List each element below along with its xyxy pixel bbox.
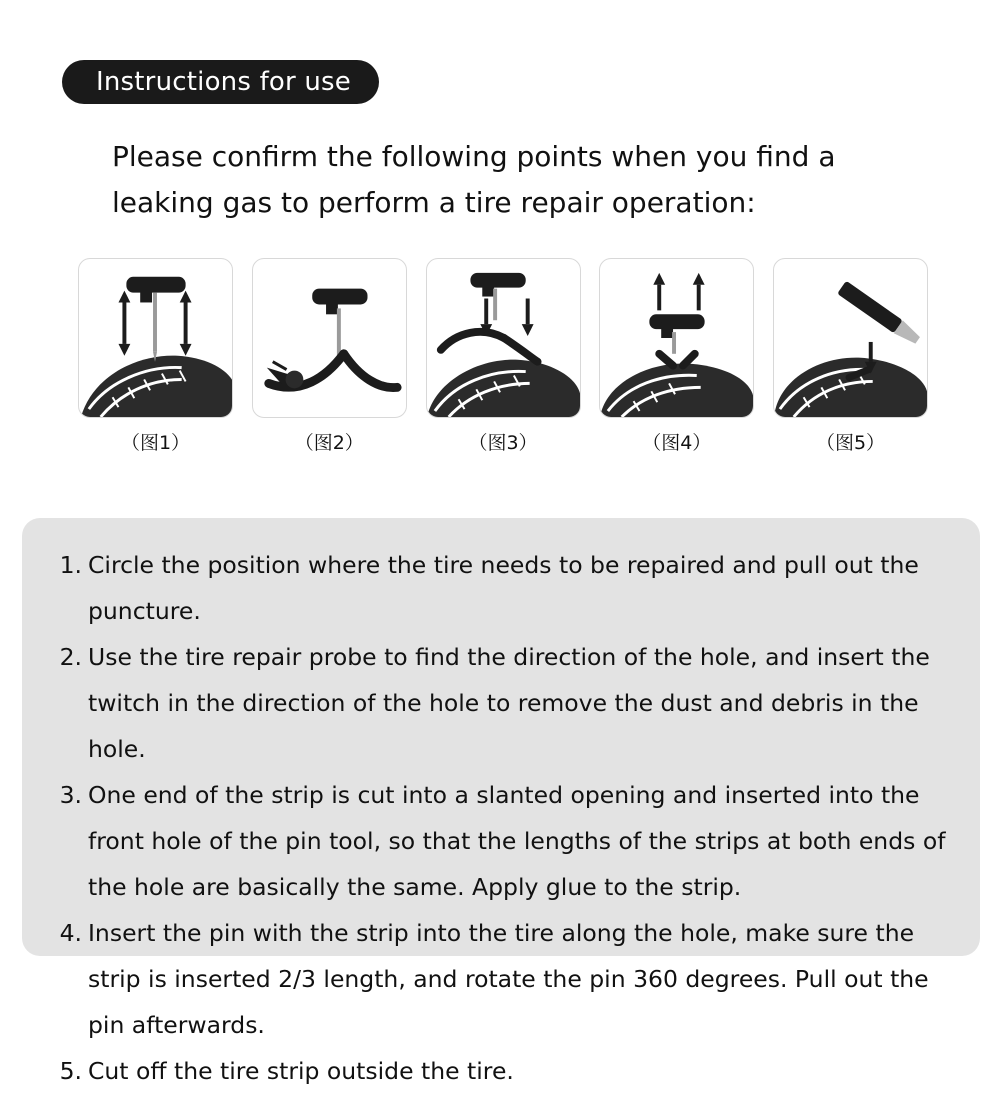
page-title: Instructions for use xyxy=(96,67,351,97)
figure-1-image xyxy=(78,258,233,418)
step-text: Cut off the tire strip outside the tire. xyxy=(88,1057,514,1085)
figure-5-image xyxy=(773,258,928,418)
tire-strip-cut-icon xyxy=(774,259,927,417)
list-item xyxy=(52,772,950,910)
figure-2 xyxy=(252,258,407,455)
figure-strip xyxy=(78,258,928,455)
step-number: 5. xyxy=(59,1057,82,1085)
tire-tool-arrows-icon xyxy=(79,259,232,417)
list-item xyxy=(52,634,950,772)
step-text: One end of the strip is cut into a slanted opening and inserted into the front hole of the pin tool, so that the lengths of the strips at both ends of the hole are basically the same. Apply glue to the strip. xyxy=(88,781,946,901)
page-title-pill xyxy=(62,60,379,104)
figure-1-caption: （图1） xyxy=(120,432,191,454)
step-number: 2. xyxy=(59,643,82,671)
figure-2-image xyxy=(252,258,407,418)
steps-panel xyxy=(22,518,980,1085)
figure-3-image xyxy=(426,258,581,418)
step-number: 3. xyxy=(59,781,82,809)
step-number: 4. xyxy=(59,919,82,947)
figure-4 xyxy=(599,258,754,455)
list-item xyxy=(52,1048,950,1094)
list-item xyxy=(52,910,950,1048)
figure-3-caption: （图3） xyxy=(468,432,538,454)
figure-5-caption: （图5） xyxy=(815,432,886,454)
figure-1 xyxy=(78,258,233,455)
figure-4-caption: （图4） xyxy=(642,432,712,454)
figure-5 xyxy=(773,258,928,455)
step-text: Use the tire repair probe to find the direction of the hole, and insert the twitch in the direction of the hole to remove the dust and debris in the hole. xyxy=(88,643,930,763)
tire-pin-pullout-icon xyxy=(600,259,753,417)
step-text: Insert the pin with the strip into the tire along the hole, make sure the strip is inserted 2/3 length, and rotate the pin 360 degrees. Pull out the pin afterwards. xyxy=(88,919,929,1039)
tire-strip-ready-icon xyxy=(427,259,580,417)
step-text: Circle the position where the tire needs to be repaired and pull out the puncture. xyxy=(88,551,919,625)
figure-4-image xyxy=(599,258,754,418)
figure-2-caption: （图2） xyxy=(294,432,364,454)
list-item xyxy=(52,542,950,634)
tire-strip-insert-icon xyxy=(253,259,406,417)
intro-paragraph: Please confirm the following points when you find a leaking gas to perform a tire repair operation: xyxy=(112,140,836,219)
figure-3 xyxy=(426,258,581,455)
step-number: 1. xyxy=(59,551,82,579)
